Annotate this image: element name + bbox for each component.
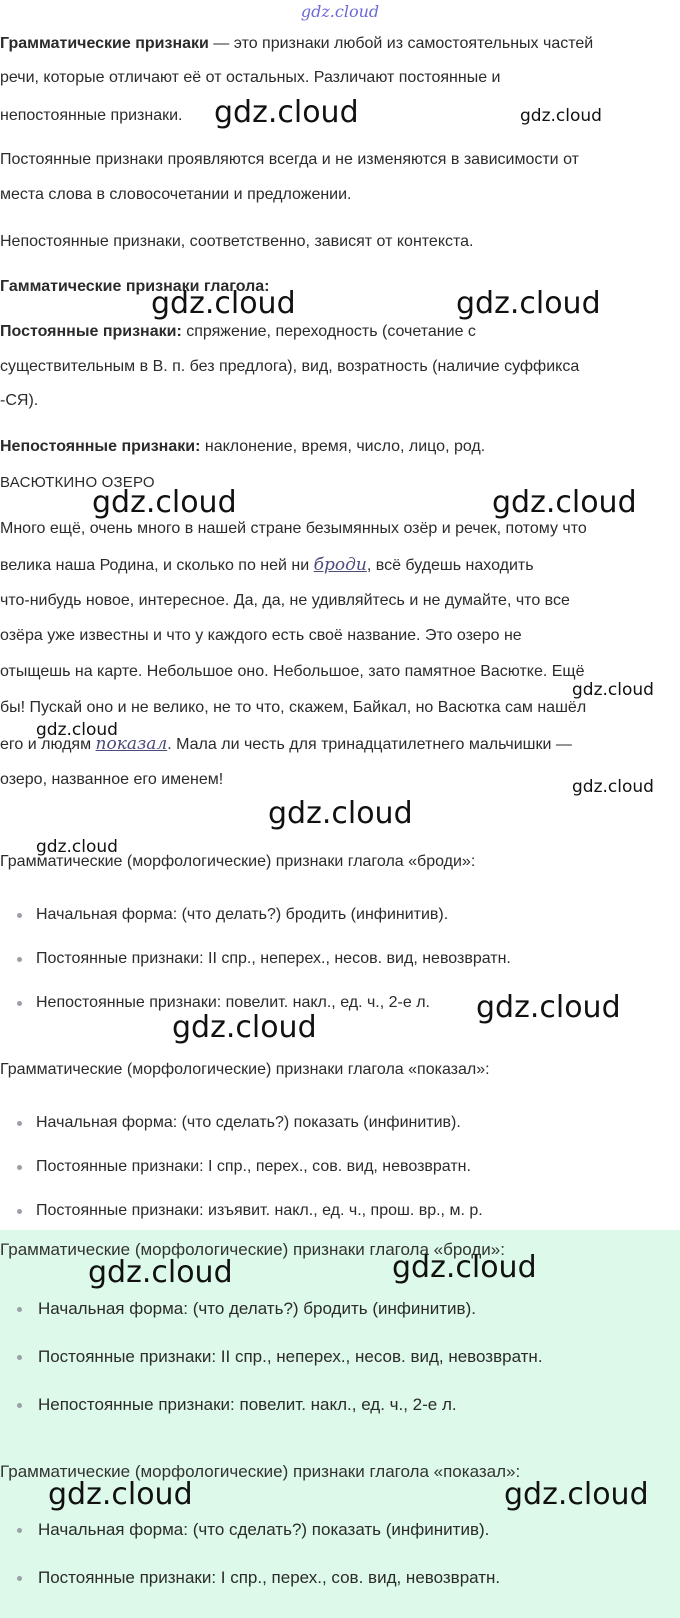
list-item: Непостоянные признаки: повелит. накл., ед. ч., 2-е л. xyxy=(0,981,660,1025)
watermark: gdz.cloud xyxy=(572,777,654,797)
intro-line-2: речи, которые отличают её от остальных. Различают постоянные и xyxy=(0,69,501,86)
list-item: Начальная форма: (что делать?) бродить (инфинитив). xyxy=(0,1285,660,1333)
story-text: , всё будешь находить xyxy=(366,557,534,574)
list-item: Постоянные признаки: I спр., перех., сов. вид, невозвратн. xyxy=(0,1554,660,1602)
analysis-pokazal-list xyxy=(0,1101,660,1233)
watermark: gdz.cloud xyxy=(504,1477,649,1512)
story-text: его и людям xyxy=(0,736,96,753)
answer-brodi-heading: Грамматические (морфологические) признаки глагола «броди»: xyxy=(0,1240,505,1259)
watermark: gdz.cloud xyxy=(172,1010,317,1045)
watermark: gdz.cloud xyxy=(92,485,237,520)
watermark: gdz.cloud xyxy=(36,837,118,857)
watermark: gdz.cloud xyxy=(492,485,637,520)
analysis-pokazal-heading: Грамматические (морфологические) признаки глагола «показал»: xyxy=(0,1061,490,1078)
constant-features-text: спряжение, переходность (сочетание с xyxy=(181,323,476,340)
paragraph-2-line-2: места слова в словосочетании и предложении. xyxy=(0,186,352,203)
intro-line-1 xyxy=(0,27,593,61)
watermark: gdz.cloud xyxy=(151,286,296,321)
intro-line-3: непостоянные признаки. xyxy=(0,107,183,124)
nonconstant-features xyxy=(0,430,485,464)
watermark: gdz.cloud xyxy=(476,990,621,1025)
story-line-8: озеро, названное его именем! xyxy=(0,771,224,788)
watermark: gdz.cloud xyxy=(456,286,601,321)
story-line-3: что-нибудь новое, интересное. Да, да, не удивляйтесь и не думайте, что все xyxy=(0,592,570,609)
story-text: велика наша Родина, и сколько по ней ни xyxy=(0,557,314,574)
constant-features-line-3: -СЯ). xyxy=(0,392,39,409)
watermark: gdz.cloud xyxy=(48,1477,193,1512)
watermark: gdz.cloud xyxy=(392,1250,537,1285)
constant-features-line-2: существительным в В. п. без предлога), вид, возратность (наличие суффикса xyxy=(0,358,580,375)
highlighted-word-brodi: броди xyxy=(313,555,367,575)
list-item: Постоянные признаки: II спр., неперех., несов. вид, невозвратн. xyxy=(0,937,660,981)
list-item: Начальная форма: (что сделать?) показать (инфинитив). xyxy=(0,1101,660,1145)
list-item: Постоянные признаки: изъявит. накл., ед. ч., прош. вр., м. р. xyxy=(0,1189,660,1233)
story-line-1: Много ещё, очень много в нашей стране безымянных озёр и речек, потому что xyxy=(0,520,587,537)
story-line-5: отыщешь на карте. Небольшое оно. Небольшое, зато памятное Васютке. Ещё xyxy=(0,663,585,680)
story-line-4: озёра уже известны и что у каждого есть своё название. Это озеро не xyxy=(0,627,522,644)
term-bold: Грамматические признаки xyxy=(0,35,209,52)
nonconstant-features-text: наклонение, время, число, лицо, род. xyxy=(200,438,486,455)
list-item: Начальная форма: (что делать?) бродить (инфинитив). xyxy=(0,893,660,937)
story-line-2 xyxy=(0,548,534,583)
watermark: gdz.cloud xyxy=(572,680,654,700)
highlighted-word-pokazal: показал xyxy=(95,734,168,754)
verb-features-heading: Гамматические признаки глагола: xyxy=(0,278,270,295)
intro-text: — это признаки любой из самостоятельных частей xyxy=(208,35,594,52)
answer-pokazal-list xyxy=(0,1506,660,1602)
list-item: Начальная форма: (что сделать?) показать (инфинитив). xyxy=(0,1506,660,1554)
analysis-brodi-heading: Грамматические (морфологические) признаки глагола «броди»: xyxy=(0,853,476,870)
paragraph-3: Непостоянные признаки, соответственно, зависят от контекста. xyxy=(0,233,474,250)
list-item: Непостоянные признаки: повелит. накл., ед. ч., 2-е л. xyxy=(0,1381,660,1429)
story-line-6: бы! Пускай оно и не велико, не то что, скажем, Байкал, но Васютка сам нашёл xyxy=(0,699,587,716)
watermark: gdz.cloud xyxy=(36,720,118,740)
watermark: gdz.cloud xyxy=(520,106,602,126)
watermark: gdz.cloud xyxy=(268,796,413,831)
story-text: . Мала ли честь для тринадцатилетнего мальчишки — xyxy=(167,736,572,753)
watermark: gdz.cloud xyxy=(88,1255,233,1290)
site-watermark-top: gdz.cloud xyxy=(300,2,380,21)
answer-pokazal-heading: Грамматические (морфологические) признаки глагола «показал»: xyxy=(0,1462,521,1481)
list-item: Постоянные признаки: I спр., перех., сов. вид, невозвратн. xyxy=(0,1145,660,1189)
nonconstant-features-label: Непостоянные признаки: xyxy=(0,438,201,455)
story-title: ВАСЮТКИНО ОЗЕРО xyxy=(0,474,155,491)
watermark: gdz.cloud xyxy=(214,95,359,130)
constant-features-label: Постоянные признаки: xyxy=(0,323,182,340)
list-item: Постоянные признаки: II спр., неперех., несов. вид, невозвратн. xyxy=(0,1333,660,1381)
answer-brodi-list xyxy=(0,1285,660,1429)
paragraph-2-line-1: Постоянные признаки проявляются всегда и не изменяются в зависимости от xyxy=(0,151,579,168)
